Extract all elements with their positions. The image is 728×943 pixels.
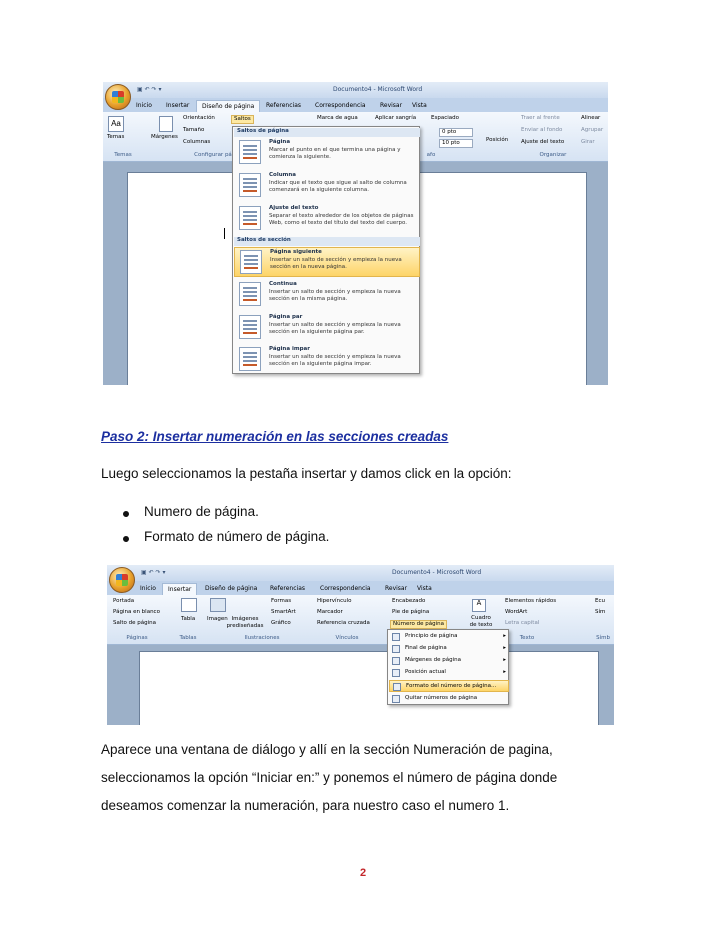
marca-agua-button[interactable]: Marca de agua xyxy=(317,115,358,121)
text-box-icon[interactable]: A xyxy=(472,599,486,612)
format-number-icon xyxy=(393,683,401,691)
text-wrap-break-icon xyxy=(239,206,261,230)
page-number: 2 xyxy=(360,867,367,879)
ribbon xyxy=(107,595,614,645)
quick-access-toolbar[interactable]: ▣ ↶ ↷ ▾ xyxy=(141,569,166,576)
letra-capital-button[interactable]: Letra capital xyxy=(505,620,540,626)
bullet-marker xyxy=(123,511,129,517)
smartart-button[interactable]: SmartArt xyxy=(271,609,296,615)
marcador-button[interactable]: Marcador xyxy=(317,609,343,615)
menu-item-pagina[interactable]: Página Marcar el punto en el que termina una página y comienza la siguiente. xyxy=(234,138,420,168)
saltos-button[interactable]: Saltos xyxy=(231,115,254,124)
hipervinculo-button[interactable]: Hipervínculo xyxy=(317,598,352,604)
text-cursor xyxy=(224,228,225,239)
agrupar-button[interactable]: Agrupar xyxy=(581,127,604,133)
salto-pagina-button[interactable]: Salto de página xyxy=(113,620,157,626)
submenu-arrow-icon: ▸ xyxy=(503,633,506,639)
page-top-icon xyxy=(392,633,400,641)
imagen-button[interactable]: Imagen xyxy=(207,616,228,622)
tab-inicio[interactable]: Inicio xyxy=(140,585,156,592)
next-page-break-icon xyxy=(240,250,262,274)
referencia-cruzada-button[interactable]: Referencia cruzada xyxy=(317,620,370,626)
column-break-icon xyxy=(239,173,261,197)
screenshot-insert-page-number xyxy=(107,565,614,725)
window-title: Documento4 - Microsoft Word xyxy=(392,569,482,576)
menu-item-principio-pagina[interactable]: Principio de página ▸ xyxy=(389,631,509,643)
tab-revisar[interactable]: Revisar xyxy=(380,102,403,109)
bullet-marker xyxy=(123,536,129,542)
intro-paragraph: Luego seleccionamos la pestaña insertar y damos click en la opción: xyxy=(101,466,512,481)
orientacion-button[interactable]: Orientación xyxy=(183,115,215,121)
pie-pagina-button[interactable]: Pie de página xyxy=(392,609,430,615)
themes-icon[interactable]: Aa xyxy=(108,116,124,132)
portada-button[interactable]: Portada xyxy=(113,598,135,604)
girar-button[interactable]: Girar xyxy=(581,139,595,145)
paragraph-line-2: seleccionamos la opción “Iniciar en:” y ponemos el número de página donde xyxy=(101,770,558,785)
temas-button[interactable]: Temas xyxy=(107,134,125,140)
tab-inicio[interactable]: Inicio xyxy=(136,102,152,109)
submenu-arrow-icon: ▸ xyxy=(503,669,506,675)
bullet-item-numero-pagina: Numero de página. xyxy=(144,504,259,519)
step-heading: Paso 2: Insertar numeración en las secciones creadas xyxy=(101,429,449,444)
page-bottom-icon xyxy=(392,645,400,653)
table-icon[interactable] xyxy=(181,598,197,612)
enviar-fondo-button[interactable]: Enviar al fondo xyxy=(521,127,563,133)
formas-button[interactable]: Formas xyxy=(271,598,292,604)
tamano-button[interactable]: Tamaño xyxy=(183,127,205,133)
menu-item-ajuste-texto[interactable]: Ajuste del texto Separar el texto alrededor de los objetos de páginas Web, como el texto del título del texto del cuerpo. xyxy=(234,204,420,234)
tab-referencias[interactable]: Referencias xyxy=(270,585,305,592)
traer-frente-button[interactable]: Traer al frente xyxy=(521,115,560,121)
tabla-button[interactable]: Tabla xyxy=(181,616,196,622)
office-button[interactable] xyxy=(105,84,131,110)
screenshot-page-layout-breaks xyxy=(103,82,608,385)
numero-pagina-dropdown-menu xyxy=(387,629,509,705)
continuous-break-icon xyxy=(239,282,261,306)
image-icon[interactable] xyxy=(210,598,226,612)
odd-page-break-icon xyxy=(239,347,261,371)
group-label-ilustraciones: Ilustraciones xyxy=(244,635,280,641)
numero-pagina-button[interactable]: Número de página xyxy=(390,620,447,629)
paragraph-line-3: deseamos comenzar la numeración, para nuestro caso el numero 1. xyxy=(101,798,510,813)
wordart-button[interactable]: WordArt xyxy=(505,609,528,615)
spacing-before-input[interactable]: 0 pto xyxy=(439,128,473,137)
tab-revisar[interactable]: Revisar xyxy=(385,585,408,592)
simbolo-button[interactable]: Sím xyxy=(595,609,606,615)
margenes-button[interactable]: Márgenes xyxy=(151,134,178,140)
espaciado-label: Espaciado xyxy=(431,115,459,121)
tab-referencias[interactable]: Referencias xyxy=(266,102,301,109)
remove-numbers-icon xyxy=(392,695,400,703)
ecuacion-button[interactable]: Ecu xyxy=(595,598,605,604)
menu-item-posicion-actual[interactable]: Posición actual ▸ xyxy=(389,667,509,679)
spacing-after-input[interactable]: 10 pto xyxy=(439,139,473,148)
group-label-temas: Temas xyxy=(114,152,132,158)
aplicar-sangria-label: Aplicar sangría xyxy=(375,115,417,121)
section-header-saltos-seccion: Saltos de sección xyxy=(234,237,420,246)
menu-item-formato-numero-pagina[interactable]: Formato del número de página... xyxy=(389,680,509,692)
menu-item-continua[interactable]: Continua Insertar un salto de sección y empieza la nueva sección en la misma página. xyxy=(234,280,420,310)
paragraph-line-1: Aparece una ventana de diálogo y allí en la sección Numeración de pagina, xyxy=(101,742,553,757)
tab-vista[interactable]: Vista xyxy=(412,102,427,109)
title-bar xyxy=(103,82,608,98)
menu-item-pagina-siguiente[interactable]: Página siguiente Insertar un salto de sección y empieza la nueva sección en la nueva página. xyxy=(234,247,420,277)
posicion-button[interactable]: Posición xyxy=(486,137,509,143)
saltos-dropdown-menu xyxy=(232,126,420,374)
ajuste-texto-button[interactable]: Ajuste del texto xyxy=(521,139,565,145)
alinear-button[interactable]: Alinear xyxy=(581,115,601,121)
cuadro-texto-button[interactable]: Cuadro de texto xyxy=(469,615,493,628)
tab-correspondencia[interactable]: Correspondencia xyxy=(320,585,371,592)
title-bar xyxy=(107,565,614,581)
quick-access-toolbar[interactable]: ▣ ↶ ↷ ▾ xyxy=(137,86,162,93)
ribbon-tabs xyxy=(107,581,614,595)
group-label-texto: Texto xyxy=(519,635,535,641)
menu-item-quitar-numeros[interactable]: Quitar números de página xyxy=(389,693,509,705)
tab-correspondencia[interactable]: Correspondencia xyxy=(315,102,366,109)
tab-vista[interactable]: Vista xyxy=(417,585,432,592)
submenu-arrow-icon: ▸ xyxy=(503,657,506,663)
document-area xyxy=(107,645,614,725)
margins-icon[interactable] xyxy=(159,116,173,132)
submenu-arrow-icon: ▸ xyxy=(503,645,506,651)
tab-insertar[interactable]: Insertar xyxy=(166,102,190,109)
group-label-configurar: Configurar pá xyxy=(194,152,232,158)
group-label-parrafo: afo xyxy=(426,152,436,158)
office-button[interactable] xyxy=(109,567,135,593)
elementos-rapidos-button[interactable]: Elementos rápidos xyxy=(505,598,557,604)
page-margins-icon xyxy=(392,657,400,665)
even-page-break-icon xyxy=(239,315,261,339)
tab-diseno-pagina[interactable]: Diseño de página xyxy=(205,585,258,592)
window-title: Documento4 - Microsoft Word xyxy=(333,86,423,93)
columnas-button[interactable]: Columnas xyxy=(183,139,211,145)
imagenes-predisenadas-button[interactable]: Imágenes prediseñadas xyxy=(226,616,264,629)
ribbon-tabs xyxy=(103,98,608,112)
pagina-blanco-button[interactable]: Página en blanco xyxy=(113,609,160,615)
encabezado-button[interactable]: Encabezado xyxy=(392,598,426,604)
group-label-tablas: Tablas xyxy=(179,635,197,641)
menu-item-margenes-pagina[interactable]: Márgenes de página ▸ xyxy=(389,655,509,667)
page-break-icon xyxy=(239,140,261,164)
bullet-item-formato-numero: Formato de número de página. xyxy=(144,529,330,544)
menu-item-columna[interactable]: Columna Indicar que el texto que sigue al salto de columna comenzará en la siguiente columna. xyxy=(234,171,420,201)
menu-item-pagina-par[interactable]: Página par Insertar un salto de sección y empieza la nueva sección en la siguiente página par. xyxy=(234,313,420,343)
menu-item-final-pagina[interactable]: Final de página ▸ xyxy=(389,643,509,655)
menu-item-pagina-impar[interactable]: Página impar Insertar un salto de sección y empieza la nueva sección en la siguiente página impar. xyxy=(234,345,420,373)
group-label-simbolos: Símb xyxy=(596,635,610,641)
section-header-saltos-pagina: Saltos de página xyxy=(234,128,420,137)
group-label-paginas: Páginas xyxy=(126,635,148,641)
document-page[interactable] xyxy=(139,651,599,725)
tab-diseno-pagina[interactable]: Diseño de página xyxy=(196,100,260,112)
grafico-button[interactable]: Gráfico xyxy=(271,620,291,626)
tab-insertar[interactable]: Insertar xyxy=(162,583,197,595)
group-label-vinculos: Vínculos xyxy=(335,635,359,641)
group-label-organizar: Organizar xyxy=(539,152,567,158)
current-position-icon xyxy=(392,669,400,677)
